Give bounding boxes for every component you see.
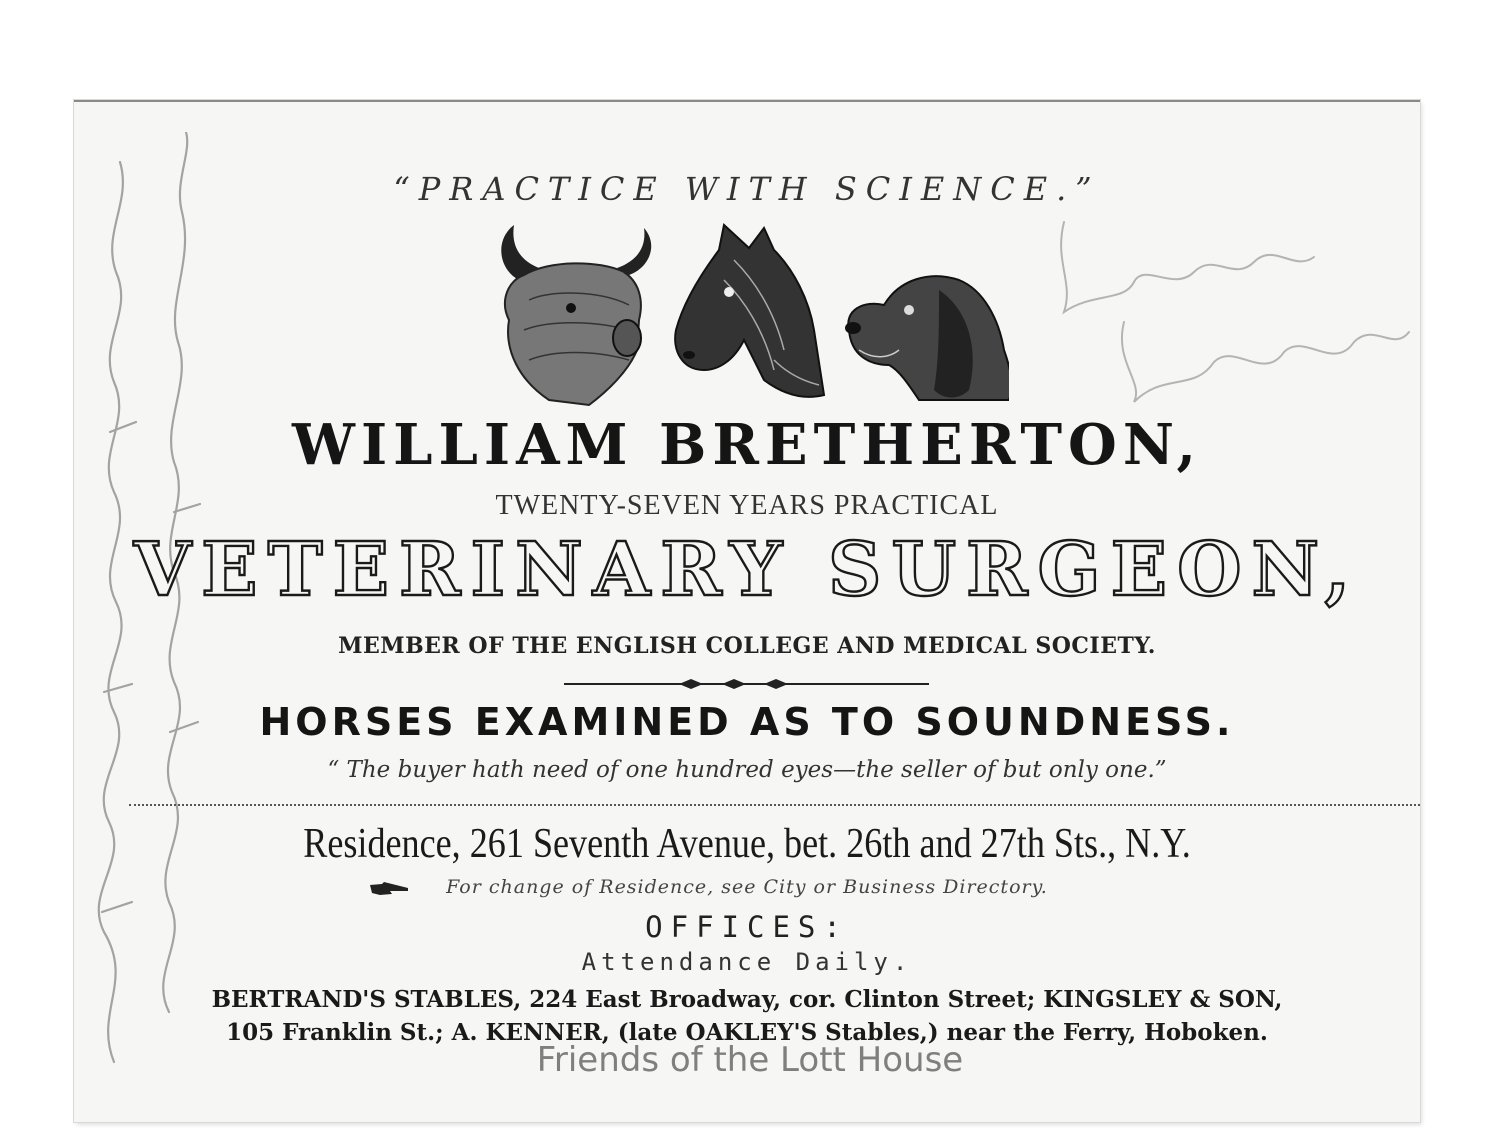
profession-title: VETERINARY SURGEON, [133, 527, 1361, 613]
office-address-line-2: 105 Franklin St.; A. KENNER, (late OAKLEY'S Stables,) near the Ferry, Hoboken. [226, 1019, 1268, 1046]
motto: “PRACTICE WITH SCIENCE.” [393, 170, 1101, 208]
buyer-quote: “ The buyer hath need of one hundred eyes—the seller of but only one.” [327, 757, 1167, 783]
ornamental-divider [564, 677, 929, 691]
pencil-handwriting-right [1034, 202, 1414, 432]
business-card [74, 100, 1420, 1122]
membership-line: MEMBER OF THE ENGLISH COLLEGE AND MEDICAL SOCIETY. [338, 633, 1156, 659]
headline-soundness: HORSES EXAMINED AS TO SOUNDNESS. [259, 700, 1235, 744]
dotted-divider [129, 804, 1420, 806]
watermark: Friends of the Lott House [536, 1040, 964, 1080]
change-of-residence-note: For change of Residence, see City or Business Directory. [446, 876, 1048, 898]
horse-head-icon [675, 225, 824, 397]
offices-heading: OFFICES: [645, 910, 849, 944]
surgeon-name: WILLIAM BRETHERTON, [292, 412, 1202, 478]
experience-line: TWENTY-SEVEN YEARS PRACTICAL [495, 490, 999, 521]
dog-head-icon [845, 276, 1009, 400]
office-address-line-1: BERTRAND'S STABLES, 224 East Broadway, cor. Clinton Street; KINGSLEY & SON, [211, 986, 1283, 1013]
attendance-line: Attendance Daily. [581, 948, 913, 976]
animal-heads-illustration [479, 220, 1009, 410]
bull-head-icon [501, 225, 651, 405]
residence-address: Residence, 261 Seventh Avenue, bet. 26th and 27th Sts., N.Y. [303, 821, 1191, 867]
